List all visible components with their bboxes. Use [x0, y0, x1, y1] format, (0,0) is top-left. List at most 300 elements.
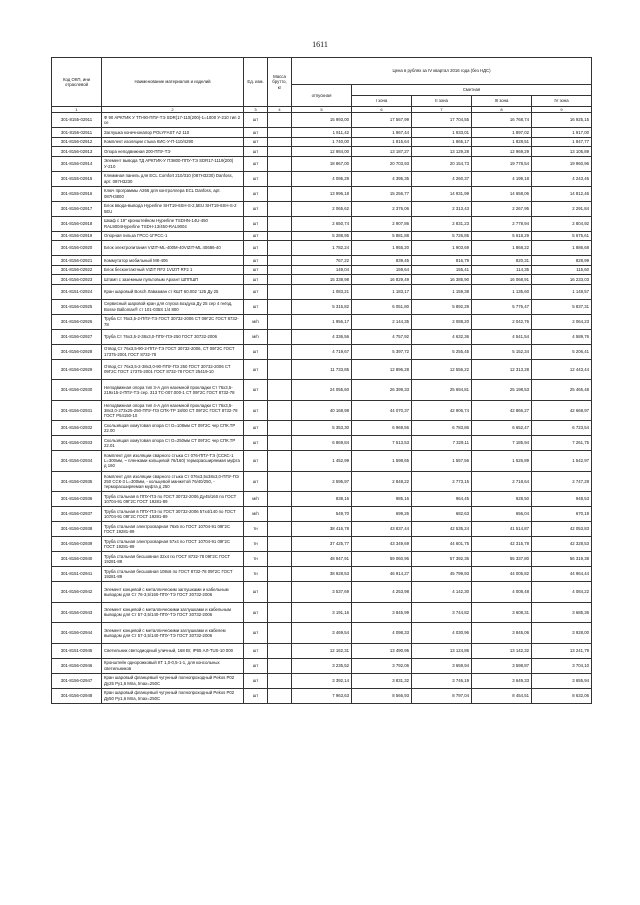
cell-zone-4-price: 3 704,10 [532, 658, 592, 673]
cell-mass [268, 507, 292, 522]
cell-mass [268, 400, 292, 421]
cell-code: 301-8156-02935 [52, 471, 102, 492]
cell-zone-2-price: 25 694,81 [412, 380, 472, 401]
cell-unit: шт [244, 344, 268, 359]
cell-name: Комплект изоляции стыка КИС-У-П-110/4290 [102, 137, 244, 147]
cell-name: Кран шаровый фланцевый чугунный полнопроходный Pekos P02 Ду25 Ру1,6 Мпа, tmax=250С [102, 673, 244, 688]
cell-mass [268, 537, 292, 552]
cell-name: Скользящая хомутовая опора Ст D=108мм СТ 09Г2С чер СПК.ТР 22.00 [102, 421, 244, 436]
cell-code: 301-8151-02945 [52, 643, 102, 658]
cell-mass [268, 623, 292, 644]
cell-name: Сервисный шаровой кран для спуска воздуха Ду 25 сер 4 гнёзд, Bosse Ballomax® ст 101-035S 1/4 800 [102, 299, 244, 314]
cell-code: 301-8156-02912 [52, 137, 102, 147]
column-number: 5 [292, 107, 352, 113]
cell-release-price: 13 996,18 [292, 186, 352, 201]
table-row [52, 284, 592, 299]
table-row [52, 344, 592, 359]
cell-code: 301-8156-02918 [52, 216, 102, 231]
cell-release-price: 12 162,31 [292, 643, 352, 658]
cell-mass [268, 567, 292, 582]
cell-zone-3-price: 3 598,87 [472, 658, 532, 673]
cell-unit: шт [244, 299, 268, 314]
cell-release-price: 2 650,74 [292, 216, 352, 231]
cell-zone-3-price: 1 135,60 [472, 284, 532, 299]
cell-zone-2-price: 13 124,86 [412, 643, 472, 658]
cell-code: 301-8156-02930 [52, 380, 102, 401]
cell-unit: шт [244, 201, 268, 216]
cell-release-price: 12 984,00 [292, 147, 352, 157]
table-row [52, 643, 592, 658]
cell-zone-1-price: 3 845,99 [352, 602, 412, 623]
cell-zone-1-price: 15 256,77 [352, 186, 412, 201]
cell-name: Комплект для изоляции сварного стыка Ст 076х3,5х38х3,0-ППУ-ПЭ 250 ССК-3 L=300мм, - кольцевой манжетой 76/40/250, - терморасширяемая муфта д 250 [102, 471, 244, 492]
cell-release-price: 40 168,98 [292, 400, 352, 421]
cell-release-price: 4 336,56 [292, 329, 352, 344]
page-number: 1611 [312, 40, 328, 49]
cell-unit: шт [244, 400, 268, 421]
cell-zone-2-price: 3 744,82 [412, 602, 472, 623]
cell-zone-2-price: 4 142,30 [412, 582, 472, 603]
column-number: 1 [52, 107, 102, 113]
cell-unit: тн [244, 567, 268, 582]
cell-zone-4-price: 3 685,36 [532, 602, 592, 623]
cell-zone-1-price: 1 183,17 [352, 284, 412, 299]
cell-code: 301-8156-02943 [52, 602, 102, 623]
cell-zone-2-price: 4 260,37 [412, 171, 472, 186]
table-row [52, 265, 592, 275]
cell-release-price: 3 191,16 [292, 602, 352, 623]
cell-code: 301-8156-02933 [52, 436, 102, 451]
column-number: 9 [532, 107, 592, 113]
cell-code: 301-8155-02915 [52, 171, 102, 186]
cell-mass [268, 147, 292, 157]
cell-zone-4-price: 8 632,06 [532, 688, 592, 703]
cell-name: Труба Ст 76х3,5-2-38х3,0-ППУ-ПЭ-250 ГОСТ 30732-2006 [102, 329, 244, 344]
cell-zone-4-price: 4 243,46 [532, 171, 592, 186]
cell-zone-3-price: 16 768,74 [472, 113, 532, 128]
cell-zone-3-price: 12 969,29 [472, 147, 532, 157]
table-row [52, 299, 592, 314]
cell-unit: шт [244, 137, 268, 147]
cell-zone-3-price: 1 828,51 [472, 137, 532, 147]
cell-mass [268, 451, 292, 472]
table-row [52, 602, 592, 623]
table-row [52, 171, 592, 186]
cell-name: Комплект для изоляции сварного стыка Ст 076-ППУ-ТЭ (ССКС-1 L=300мм, ~ пленками кольцевой 76/160) терморасширяемая муфта д 160 [102, 451, 244, 472]
cell-release-price: 3 537,69 [292, 582, 352, 603]
cell-zone-3-price: 928,50 [472, 492, 532, 507]
cell-zone-3-price: 16 068,91 [472, 275, 532, 285]
cell-mass [268, 471, 292, 492]
cell-name: Кран шаровый фланцевый чугунный полнопроходный Pekos P02 Ду50 Ру1,6 Мпа, tmax=250С [102, 688, 244, 703]
cell-code: 301-8156-02936 [52, 492, 102, 507]
cell-unit: шт [244, 113, 268, 128]
cell-mass [268, 329, 292, 344]
cell-zone-4-price: 1 847,77 [532, 137, 592, 147]
cell-zone-4-price: 12 443,44 [532, 359, 592, 380]
cell-zone-4-price: 56 319,38 [532, 552, 592, 567]
cell-unit: м/п [244, 507, 268, 522]
cell-zone-1-price: 46 914,27 [352, 567, 412, 582]
cell-zone-1-price: 3 792,06 [352, 658, 412, 673]
cell-unit: шт [244, 658, 268, 673]
table-row [52, 359, 592, 380]
cell-name: Блок ввода-вывода Hyperline SHT19-6SH-S-2,5EU SHT19-6SH-S-2 5EU [102, 201, 244, 216]
cell-mass [268, 643, 292, 658]
cell-mass [268, 231, 292, 241]
cell-release-price: 24 055,60 [292, 380, 352, 401]
table-row [52, 552, 592, 567]
cell-zone-2-price: 5 726,85 [412, 231, 472, 241]
cell-code: 301-8156-02923 [52, 275, 102, 285]
cell-zone-2-price: 42 906,74 [412, 400, 472, 421]
cell-mass [268, 156, 292, 171]
cell-zone-3-price: 19 778,54 [472, 156, 532, 171]
cell-zone-4-price: 13 105,89 [532, 147, 592, 157]
cell-release-price: 1 740,00 [292, 137, 352, 147]
cell-zone-3-price: 4 541,54 [472, 329, 532, 344]
cell-zone-1-price: 16 829,49 [352, 275, 412, 285]
cell-code: 301-8156-02940 [52, 552, 102, 567]
cell-release-price: 3 235,52 [292, 658, 352, 673]
cell-unit: м/п [244, 314, 268, 329]
cell-zone-2-price: 816,79 [412, 256, 472, 266]
table-row [52, 275, 592, 285]
cell-zone-4-price: 1 917,00 [532, 128, 592, 138]
cell-zone-2-price: 4 632,36 [412, 329, 472, 344]
cell-zone-2-price: 7 329,11 [412, 436, 472, 451]
cell-release-price: 3 469,54 [292, 623, 352, 644]
cell-zone-1-price: 6 051,80 [352, 299, 412, 314]
table-body [52, 113, 592, 704]
cell-unit: м/п [244, 329, 268, 344]
header-zone-4: IV зона [532, 96, 592, 107]
cell-mass [268, 492, 292, 507]
cell-zone-2-price: 1 903,69 [412, 241, 472, 256]
cell-zone-3-price: 1 526,89 [472, 451, 532, 472]
cell-release-price: 1 782,24 [292, 241, 352, 256]
cell-name: Неподвижная опора тип 4-А для наземной прокладки Ст 76х3,5-38х3,0-273х25-250-ППУ-ПЭ СПК-ТР 18/00 СТ 09Г2С ГОСТ 8732-78 ГОСТ Р54150-10 [102, 400, 244, 421]
cell-unit: шт [244, 643, 268, 658]
cell-zone-1-price: 44 070,37 [352, 400, 412, 421]
cell-unit: шт [244, 284, 268, 299]
cell-zone-1-price: 20 703,93 [352, 156, 412, 171]
cell-mass [268, 113, 292, 128]
cell-name: Шкаф с 19" кронштейном Hyperline TSDHN-14U-450 RAL9004Hyperline TSDH-13/450-RAL9004 [102, 216, 244, 231]
table-row [52, 436, 592, 451]
cell-zone-3-price: 1 868,22 [472, 241, 532, 256]
cell-unit: шт [244, 186, 268, 201]
cell-mass [268, 380, 292, 401]
cell-zone-3-price: 4 008,48 [472, 582, 532, 603]
cell-zone-1-price: 159,64 [352, 265, 412, 275]
cell-zone-1-price: 4 757,92 [352, 329, 412, 344]
cell-name: Светильник светодиодный уличный, 168 Вт, IP65 АЛ-TUS-10 000 [102, 643, 244, 658]
cell-zone-3-price: 114,35 [472, 265, 532, 275]
cell-name: Элемент концевой с металлическими заглушками и кабельным выводом для Ст 57-3,5/140-ППУ-ТЭ ГОСТ 30732-2006 [102, 602, 244, 623]
cell-zone-1-price: 43 837,44 [352, 522, 412, 537]
cell-mass [268, 256, 292, 266]
cell-mass [268, 436, 292, 451]
cell-zone-1-price: 1 955,20 [352, 241, 412, 256]
cell-zone-1-price: 59 060,96 [352, 552, 412, 567]
cell-mass [268, 186, 292, 201]
table-row [52, 688, 592, 703]
table-row [52, 400, 592, 421]
column-number: 2 [102, 107, 244, 113]
cell-unit: шт [244, 359, 268, 380]
cell-zone-4-price: 42 053,83 [532, 522, 592, 537]
cell-zone-2-price: 5 255,45 [412, 344, 472, 359]
table-row [52, 113, 592, 128]
cell-zone-1-price: 6 969,56 [352, 421, 412, 436]
header-name: Наименование материалов и изделий [102, 58, 244, 107]
cell-mass [268, 314, 292, 329]
cell-name: Отвод Ст 76х3,5-2-38х3,0-90-ППУ-ПЭ 250 ГОСТ 30732-2006 СТ 09Г2С ГОСТ 17375-2001 ГОСТ 8732-78 ГОСТ 25419-10 [102, 359, 244, 380]
cell-zone-3-price: 7 185,94 [472, 436, 532, 451]
cell-zone-1-price: 2 848,22 [352, 471, 412, 492]
cell-zone-1-price: 4 253,98 [352, 582, 412, 603]
table-row [52, 231, 592, 241]
cell-zone-2-price: 682,63 [412, 507, 472, 522]
cell-zone-3-price: 41 514,87 [472, 522, 532, 537]
table-row [52, 623, 592, 644]
cell-zone-4-price: 16 925,15 [532, 113, 592, 128]
cell-code: 301-8156-02929 [52, 359, 102, 380]
cell-mass [268, 552, 292, 567]
cell-zone-2-price: 2 088,20 [412, 314, 472, 329]
cell-code: 301-8156-02919 [52, 231, 102, 241]
cell-zone-2-price: 1 933,01 [412, 128, 472, 138]
cell-name: Неподвижная опора тип 3-А для наземной прокладки Ст 76х3,5-219х15-2-ППУ-ТЭ сер. 313 ТС-007.000-1 СТ 09Г2С ГОСТ 8732-78 [102, 380, 244, 401]
cell-zone-4-price: 16 233,03 [532, 275, 592, 285]
cell-name: Клеммная панель для ECL Comfort 210/310 (087H3230) Danfoss, арт. 087H3230 [102, 171, 244, 186]
cell-zone-2-price: 1 159,38 [412, 284, 472, 299]
cell-zone-1-price: 7 513,53 [352, 436, 412, 451]
cell-name: Труба стальная бесшовная 32х4 по ГОСТ 8732-78 09Г2С ГОСТ 19281-89 [102, 552, 244, 567]
cell-name: Блок бесконтактный VIZIT RF2 1VIZIT RF2 1 [102, 265, 244, 275]
cell-release-price: 4 095,29 [292, 171, 352, 186]
cell-name: Скользящая хомутовая опора Ст D=250мм СТ 09Г2С чер СПК.ТР 22.01 [102, 436, 244, 451]
cell-code: 301-8156-02926 [52, 314, 102, 329]
cell-code: 301-8156-02920 [52, 241, 102, 256]
cell-release-price: 1 811,42 [292, 128, 352, 138]
cell-zone-3-price: 1 897,02 [472, 128, 532, 138]
cell-unit: шт [244, 241, 268, 256]
cell-zone-1-price: 5 397,72 [352, 344, 412, 359]
cell-zone-3-price: 42 866,27 [472, 400, 532, 421]
cell-zone-4-price: 2 064,23 [532, 314, 592, 329]
cell-zone-2-price: 44 601,75 [412, 537, 472, 552]
cell-zone-4-price: 5 837,31 [532, 299, 592, 314]
cell-name: Элемент вывода ТД АРКТИК-У ПЭ800-ППУ-ТЭ SDR17-1119(200) У-210 [102, 156, 244, 171]
header-release-price: отпускная [292, 85, 352, 107]
cell-zone-4-price: 4 589,76 [532, 329, 592, 344]
cell-zone-1-price: 13 187,27 [352, 147, 412, 157]
cell-name: Отвод Ст 76х3,5-90-2-ППУ-ТЭ ГОСТ 30732-2006, СТ 09Г2С ГОСТ 17375-2001 ГОСТ 8732-78 [102, 344, 244, 359]
cell-zone-3-price: 2 042,76 [472, 314, 532, 329]
cell-release-price: 4 719,67 [292, 344, 352, 359]
cell-zone-1-price: 2 907,86 [352, 216, 412, 231]
cell-mass [268, 359, 292, 380]
cell-name: Кран шаровый Bosch Лавазман ст КШТ 60.002 '125 Ду 25 [102, 284, 244, 299]
header-zone-3: III зона [472, 96, 532, 107]
cell-release-price: 3 392,14 [292, 673, 352, 688]
cell-zone-1-price: 1 598,65 [352, 451, 412, 472]
cell-zone-3-price: 55 337,80 [472, 552, 532, 567]
cell-zone-2-price: 155,41 [412, 265, 472, 275]
cell-zone-1-price: 43 349,69 [352, 537, 412, 552]
cell-zone-3-price: 5 618,29 [472, 231, 532, 241]
cell-name: Труба Ст 76х3,5-2-ППУ-ТЭ ГОСТ 30732-2006 СТ 09Г2С ГОСТ 8732-78 [102, 314, 244, 329]
cell-release-price: 15 338,98 [292, 275, 352, 285]
cell-release-price: 38 928,53 [292, 567, 352, 582]
cell-release-price: 1 083,21 [292, 284, 352, 299]
cell-name: Заглушка конечнонапор POLYFAST A2 110 [102, 128, 244, 138]
cell-zone-3-price: 2 267,95 [472, 201, 532, 216]
cell-release-price: 48 947,91 [292, 552, 352, 567]
cell-zone-4-price: 42 328,53 [532, 537, 592, 552]
cell-zone-2-price: 5 892,29 [412, 299, 472, 314]
cell-unit: шт [244, 673, 268, 688]
cell-code: 301-8156-02927 [52, 329, 102, 344]
cell-zone-1-price: 699,26 [352, 507, 412, 522]
cell-code: 301-8156-02937 [52, 507, 102, 522]
cell-code: 301-8156-02942 [52, 582, 102, 603]
cell-name: Элемент концевой с металлическим заглушками и кабельным выводом для Ст 76-3,5/160-ППУ-ТЭ ГОСТ 30732-2006 [102, 582, 244, 603]
cell-unit: м/п [244, 492, 268, 507]
cell-unit: тн [244, 552, 268, 567]
cell-mass [268, 421, 292, 436]
cell-release-price: 7 963,63 [292, 688, 352, 703]
cell-release-price: 549,70 [292, 507, 352, 522]
cell-zone-3-price: 4 199,18 [472, 171, 532, 186]
cell-zone-2-price: 16 385,90 [412, 275, 472, 285]
cell-release-price: 1 452,99 [292, 451, 352, 472]
cell-code: 301-8156-02922 [52, 265, 102, 275]
table-row [52, 137, 592, 147]
cell-name: Ключ программы А266 для контроллера ECL Danfoss, арт. 087H3800 [102, 186, 244, 201]
table-row [52, 329, 592, 344]
cell-zone-4-price: 1 148,57 [532, 284, 592, 299]
cell-name: Кронштейн однорожковый КТ 1,0-0,5-1-1, для консольных светильников [102, 658, 244, 673]
cell-zone-4-price: 2 804,92 [532, 216, 592, 231]
cell-code: 301-8156-02925 [52, 299, 102, 314]
cell-name: Труба стальная электросварная 57х4 по ГОСТ 10704-91 09Г2С ГОСТ 19281-89 [102, 537, 244, 552]
cell-unit: шт [244, 216, 268, 231]
cell-zone-3-price: 25 198,53 [472, 380, 532, 401]
table-row [52, 256, 592, 266]
table-row [52, 492, 592, 507]
cell-name: Элемент концевой с металлическими заглушками и кабелем выводом для Ст 57-3,5/140-ППУ-ТЭ ГОСТ 30732-2006 [102, 623, 244, 644]
cell-mass [268, 582, 292, 603]
cell-name: Ф 90 АРКТИК У ТП-90-ППУ-ТЭ SDR(17-110(200)-1=1000 У-210 тип 2 се [102, 113, 244, 128]
table-row [52, 522, 592, 537]
cell-code: 301-8156-02913 [52, 147, 102, 157]
cell-zone-4-price: 7 261,75 [532, 436, 592, 451]
cell-code: 301-8151-02941 [52, 567, 102, 582]
cell-zone-3-price: 820,31 [472, 256, 532, 266]
table-row [52, 658, 592, 673]
cell-zone-4-price: 5 206,41 [532, 344, 592, 359]
cell-code: 301-8156-02928 [52, 344, 102, 359]
column-number: 7 [412, 107, 472, 113]
cell-zone-3-price: 656,04 [472, 507, 532, 522]
cell-zone-4-price: 3 928,00 [532, 623, 592, 644]
cell-release-price: 149,04 [292, 265, 352, 275]
table-row [52, 537, 592, 552]
cell-zone-4-price: 25 465,48 [532, 380, 592, 401]
cell-unit: шт [244, 602, 268, 623]
cell-zone-1-price: 4 395,35 [352, 171, 412, 186]
cell-zone-3-price: 44 005,82 [472, 567, 532, 582]
cell-zone-2-price: 6 783,86 [412, 421, 472, 436]
table-row [52, 567, 592, 582]
cell-zone-3-price: 14 658,06 [472, 186, 532, 201]
cell-zone-1-price: 17 567,99 [352, 113, 412, 128]
cell-zone-4-price: 2 747,28 [532, 471, 592, 492]
table-row [52, 380, 592, 401]
cell-code: 301-8155-02916 [52, 186, 102, 201]
cell-code: 301-8156-02938 [52, 522, 102, 537]
table-row [52, 314, 592, 329]
table-row [52, 201, 592, 216]
cell-mass [268, 137, 292, 147]
cell-zone-1-price: 839,45 [352, 256, 412, 266]
cell-unit: шт [244, 688, 268, 703]
cell-zone-3-price: 12 313,28 [472, 359, 532, 380]
cell-zone-4-price: 6 723,54 [532, 421, 592, 436]
header-zone-1: I зона [352, 96, 412, 107]
cell-zone-2-price: 4 030,96 [412, 623, 472, 644]
cell-zone-4-price: 14 812,46 [532, 186, 592, 201]
cell-release-price: 5 353,30 [292, 421, 352, 436]
cell-mass [268, 299, 292, 314]
cell-zone-1-price: 13 490,95 [352, 643, 412, 658]
cell-code: 301-8156-02914 [52, 156, 102, 171]
table-row [52, 421, 592, 436]
cell-unit: шт [244, 380, 268, 401]
table-row [52, 156, 592, 171]
cell-zone-2-price: 1 865,17 [412, 137, 472, 147]
cell-zone-1-price: 5 881,88 [352, 231, 412, 241]
cell-mass [268, 284, 292, 299]
cell-zone-2-price: 8 797,04 [412, 688, 472, 703]
cell-name: Блок электропитания VIZIT-ML-400M-40VIZIT-ML 40686-40 [102, 241, 244, 256]
cell-name: Труба стальная в ППУ-ПЭ по ГОСТ 30732-2006 57х4/140 по ГОСТ 10704-91 09Г2С ГОСТ 19281-89 [102, 507, 244, 522]
cell-mass [268, 344, 292, 359]
cell-zone-2-price: 17 704,55 [412, 113, 472, 128]
cell-mass [268, 201, 292, 216]
header-estimate-price: Сметная [352, 85, 592, 96]
cell-unit: шт [244, 421, 268, 436]
cell-zone-4-price: 13 241,79 [532, 643, 592, 658]
cell-code: 301-8156-02946 [52, 658, 102, 673]
cell-unit: шт [244, 275, 268, 285]
header-code: Код ОКП, ини отраслевой [52, 58, 102, 107]
cell-unit: шт [244, 582, 268, 603]
cell-unit: шт [244, 471, 268, 492]
cell-release-price: 15 993,00 [292, 113, 352, 128]
cell-unit: шт [244, 451, 268, 472]
cell-release-price: 1 956,17 [292, 314, 352, 329]
header-mass: Масса брутто, кг [268, 58, 292, 107]
cell-unit: шт [244, 147, 268, 157]
table-row [52, 451, 592, 472]
cell-code: 301-8156-02932 [52, 421, 102, 436]
table-row [52, 186, 592, 201]
column-number: 8 [472, 107, 532, 113]
